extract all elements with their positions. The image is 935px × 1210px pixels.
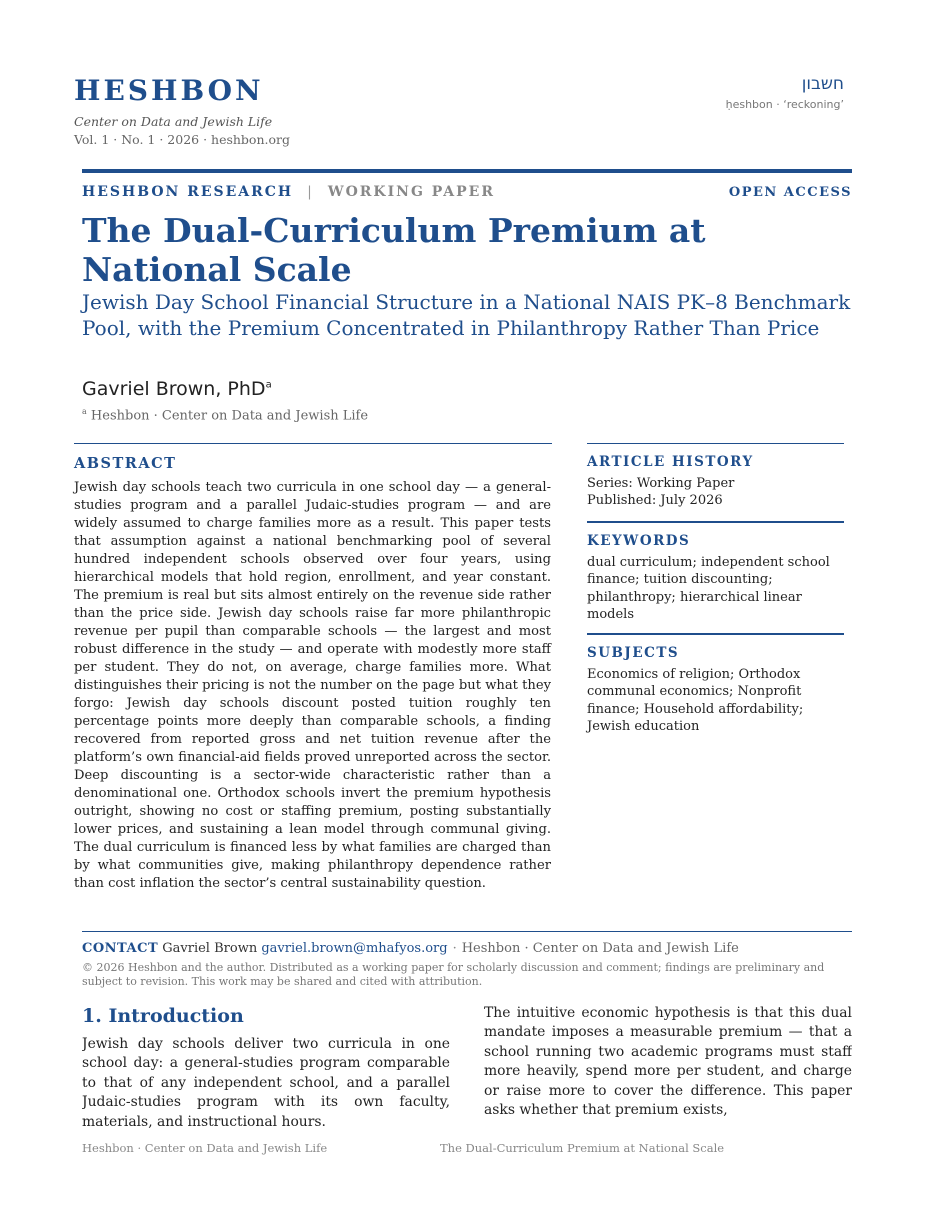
subjects-text: Economics of religion; Orthodox communal economics; Nonprofit finance; Household affordability; Jewish education [587,667,804,734]
intro-paragraph-right: The intuitive economic hypothesis is that this dual mandate imposes a measurable premium — that a school running two academic programs must staff more heavily, spend more per student, and charge or raise more to cover the difference. This paper asks whether that premium exists, [484,1005,852,1119]
contact-label: CONTACT [82,941,159,956]
volume-line: Vol. 1 · No. 1 · 2026 · heshbon.org [74,132,290,147]
article-title: The Dual-Curriculum Premium at National Scale [82,211,706,289]
article-history-heading: ARTICLE HISTORY [587,454,754,470]
contact-org: Heshbon · Center on Data and Jewish Life [461,941,739,956]
author-superscript: a [265,379,272,391]
author [82,378,272,400]
brand-subtitle: Center on Data and Jewish Life [74,114,273,129]
keywords-text: dual curriculum; independent school finance; tuition discounting; philanthropy; hierarchical linear models [587,555,830,622]
sidebar-rule [587,521,844,523]
keywords-block [587,521,844,623]
subjects-heading: SUBJECTS [587,645,680,661]
hebrew-word: חשבון [801,74,844,94]
abstract-heading: ABSTRACT [74,455,177,472]
footer-running-title: The Dual-Curriculum Premium at National Scale [440,1141,725,1155]
series-separator: | [307,184,314,200]
keywords-heading: KEYWORDS [587,533,691,549]
open-access-badge: OPEN ACCESS [728,185,852,200]
contact-name: Gavriel Brown [162,941,258,956]
hebrew-mark [726,74,844,111]
hebrew-gloss: ḥeshbon · ‘reckoning’ [725,98,844,111]
affiliation-text: Heshbon · Center on Data and Jewish Life [90,408,369,424]
affiliation [82,407,368,423]
article-subtitle: Jewish Day School Financial Structure in a National NAIS PK–8 Benchmark Pool, with the Premium Concentrated in Philanthropy Rather Than Price [82,290,851,340]
history-published: Published: July 2026 [587,493,723,509]
masthead [74,74,854,154]
abstract-rule [74,443,552,444]
history-series: Series: Working Paper [587,476,735,491]
series-bar [82,184,852,200]
abstract-text: Jewish day schools teach two curricula in one school day — a general-studies program and a parallel Judaic-studies program — and are widely assumed to charge families more as a result. This paper tests that assumption against a national benchmarking pool of several hundred independent schools observed over four years, using hierarchical models that hold region, enrollment, and year constant. The premium is real but sits almost entirely on the revenue side rather than the price side. Jewish day schools raise far more philanthropic revenue per pupil than comparable schools — the largest and most robust difference in the study — and operate with modestly more staff per student. They do not, on average, charge families more. What distinguishes their pricing is not the number on the page but what they forgo: Jewish day schools discount posted tuition roughly ten percentage points more deeply than comparable schools, a finding recovered from reported gross and net tuition revenue after the platform’s own financial-aid fields proved unreported across the sector. Deep discounting is a sector-wide characteristic rather than a denominational one. Orthodox schools invert the premium hypothesis outright, showing no cost or staffing premium, posting substantially lower prices, and sustaining a lean model through communal giving. The dual curriculum is financed less by what families are charged than by what communities give, making philanthropy dependence rather than cost inflation the sector’s central sustainability question. [74,480,551,891]
license-text: © 2026 Heshbon and the author. Distributed as a working paper for scholarly discussion and comment; findings are preliminary and subject to revision. This work may be shared and cited with attribution. [82,961,825,988]
sidebar-rule [587,443,844,444]
brand-name: HESHBON [74,74,264,107]
contact-email-link[interactable]: gavriel.brown@mhafyos.org [261,941,448,956]
paper-type: WORKING PAPER [327,184,495,200]
contact-line [82,941,862,956]
contact-rule [82,931,852,932]
header-rule [82,169,852,173]
section-heading-introduction: 1. Introduction [82,1005,244,1027]
series-label: HESHBON RESEARCH [82,184,294,200]
contact-dot: · [452,941,457,956]
article-history-block [587,443,844,510]
intro-paragraph-left: Jewish day schools deliver two curricula in one school day: a general-studies program comparable to that of any independent school, and a parallel Judaic-studies program with its own faculty, materials, and instructional hours. [82,1036,450,1129]
footer-org: Heshbon · Center on Data and Jewish Life [82,1141,328,1155]
subjects-block [587,633,844,735]
author-name: Gavriel Brown, PhD [82,378,266,400]
sidebar-rule [587,633,844,635]
affiliation-superscript: a [82,407,87,416]
